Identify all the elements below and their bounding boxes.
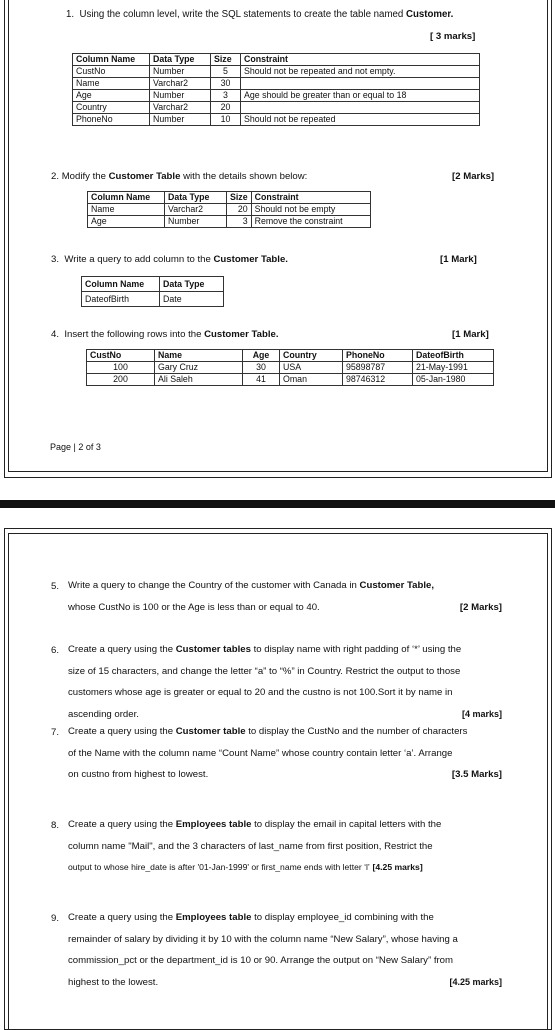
table-cell: Number <box>165 216 227 228</box>
q9-number: 9. <box>51 913 60 924</box>
table-cell: 95898787 <box>343 362 413 374</box>
q1-table <box>72 53 480 126</box>
q8-text <box>68 814 502 879</box>
table-cell: CustNo <box>73 66 150 78</box>
q2-text: Modify the <box>61 171 109 182</box>
q3-marks: [1 Mark] <box>440 254 477 265</box>
table-row <box>73 114 480 126</box>
table-row <box>73 78 480 90</box>
q7-text <box>68 721 502 786</box>
header-cell: Size <box>211 54 241 66</box>
q1-table-name: Customer. <box>405 9 454 20</box>
q6-text-line: to display name with right padding of ‘*’ using the <box>250 644 462 655</box>
q5-text-line: Write a query to change the Country of the customer with Canada in <box>68 580 360 591</box>
table-cell <box>241 102 480 114</box>
table-cell: 10 <box>211 114 241 126</box>
table-cell: 20 <box>227 204 252 216</box>
q4-marks: [1 Mark] <box>452 329 489 340</box>
header-cell: Data Type <box>150 54 211 66</box>
q7-table-name: Customer table <box>175 726 246 737</box>
table-cell: Number <box>150 114 211 126</box>
table-cell: 41 <box>243 374 280 386</box>
table-cell: Gary Cruz <box>155 362 243 374</box>
page-one <box>0 0 555 480</box>
table-cell: Age <box>73 90 150 102</box>
table-cell: Number <box>150 66 211 78</box>
q2-table <box>87 191 371 228</box>
q7-text-line: to display the CustNo and the number of characters <box>245 726 468 737</box>
table-cell: Country <box>73 102 150 114</box>
header-cell: Country <box>280 350 343 362</box>
table-row <box>73 90 480 102</box>
q5-table-name: Customer Table, <box>359 580 434 591</box>
q6-text-line: customers whose age is greater or equal to 20 and the custno is not 100.Sort it by name in <box>68 687 453 698</box>
q6-text-line: ascending order. <box>68 708 139 720</box>
q6-table-name: Customer tables <box>175 644 251 655</box>
q9-text <box>68 907 502 993</box>
table-cell: Varchar2 <box>150 78 211 90</box>
table-cell: 05-Jan-1980 <box>413 374 494 386</box>
header-cell: Age <box>243 350 280 362</box>
q8-text-line: column name "Mail", and the 3 characters of last_name from first position, Restrict the <box>68 840 433 852</box>
header-cell: PhoneNo <box>343 350 413 362</box>
q7-text-line: Create a query using the <box>68 726 176 737</box>
table-cell <box>241 78 480 90</box>
q4-number: 4. <box>51 329 60 340</box>
q4-table-name: Customer Table. <box>204 329 279 340</box>
header-cell: Data Type <box>160 277 224 292</box>
table-cell: Date <box>160 292 224 307</box>
table-row <box>87 374 494 386</box>
table-cell: 30 <box>243 362 280 374</box>
table-cell: 100 <box>87 362 155 374</box>
q3-heading <box>51 254 288 266</box>
header-cell: Size <box>227 192 252 204</box>
header-cell: Constraint <box>241 54 480 66</box>
q9-text-line: remainder of salary by dividing it by 10 with the column name “New Salary”, whose having a <box>68 933 458 945</box>
table-cell: Name <box>88 204 165 216</box>
table-row <box>87 362 494 374</box>
table-cell: DateofBirth <box>82 292 160 307</box>
header-cell: Constraint <box>251 192 370 204</box>
q7-text-line: of the Name with the column name “Count Name” whose country contain letter ‘a’. Arrange <box>68 747 453 759</box>
q5-text-line: whose CustNo is 100 or the Age is less than or equal to 40. <box>68 601 320 613</box>
table-cell: 3 <box>211 90 241 102</box>
table-cell: Oman <box>280 374 343 386</box>
q3-table-name: Customer Table. <box>213 254 288 265</box>
table-cell: Should not be repeated and not empty. <box>241 66 480 78</box>
q9-text-line: commission_pct or the department_id is 10 or 90. Arrange the output on “New Salary” from <box>68 955 454 966</box>
table-cell: Age should be greater than or equal to 18 <box>241 90 480 102</box>
q5-number: 5. <box>51 581 60 592</box>
q4-text: Insert the following rows into the <box>64 329 205 340</box>
q5-marks: [2 Marks] <box>459 601 502 613</box>
q1-marks: [ 3 marks] <box>430 31 476 42</box>
header-cell: CustNo <box>87 350 155 362</box>
table-row <box>73 102 480 114</box>
table-cell: Name <box>73 78 150 90</box>
q9-table-name: Employees table <box>175 912 252 923</box>
header-cell: Column Name <box>73 54 150 66</box>
q2-text-end: with the details shown below: <box>180 171 308 182</box>
q8-number: 8. <box>51 820 60 831</box>
q6-marks: [4 marks] <box>461 708 502 719</box>
table-cell: 21-May-1991 <box>413 362 494 374</box>
page-separator <box>0 500 555 508</box>
q9-text-line: Create a query using the <box>68 912 176 923</box>
table-header-row <box>88 192 371 204</box>
header-cell: DateofBirth <box>413 350 494 362</box>
table-header-row <box>82 277 224 292</box>
q2-marks: [2 Marks] <box>452 171 495 182</box>
q8-marks: [4.25 marks] <box>372 862 423 872</box>
q9-text-line: to display employee_id combining with the <box>251 912 434 923</box>
table-cell: 3 <box>227 216 252 228</box>
table-cell: Varchar2 <box>150 102 211 114</box>
table-header-row <box>73 54 480 66</box>
q4-table <box>86 349 494 386</box>
q1-heading <box>66 9 453 21</box>
q2-number: 2. <box>51 171 60 182</box>
q1-text: Using the column level, write the SQL statements to create the table named <box>79 9 406 20</box>
header-cell: Data Type <box>165 192 227 204</box>
table-cell: Varchar2 <box>165 204 227 216</box>
page-two <box>0 528 555 1024</box>
table-row <box>88 204 371 216</box>
table-cell: Remove the constraint <box>251 216 370 228</box>
q6-text <box>68 639 502 725</box>
header-cell: Name <box>155 350 243 362</box>
table-cell: USA <box>280 362 343 374</box>
q3-text: Write a query to add column to the <box>64 254 214 265</box>
table-cell: 20 <box>211 102 241 114</box>
q6-text-line: Create a query using the <box>68 644 176 655</box>
table-cell: Number <box>150 90 211 102</box>
table-cell: 98746312 <box>343 374 413 386</box>
header-cell: Column Name <box>82 277 160 292</box>
q8-text-line: to display the email in capital letters with the <box>251 819 442 830</box>
header-cell: Column Name <box>88 192 165 204</box>
table-cell: Ali Saleh <box>155 374 243 386</box>
q7-marks: [3.5 Marks] <box>451 769 502 780</box>
q6-number: 6. <box>51 645 60 656</box>
table-cell: PhoneNo <box>73 114 150 126</box>
table-cell: Should not be repeated <box>241 114 480 126</box>
q7-text-line: on custno from highest to lowest. <box>68 769 209 780</box>
table-cell: Should not be empty <box>251 204 370 216</box>
table-cell: Age <box>88 216 165 228</box>
q8-table-name: Employees table <box>175 819 252 830</box>
page-footer: Page | 2 of 3 <box>50 442 101 452</box>
table-cell: 5 <box>211 66 241 78</box>
q7-number: 7. <box>51 727 60 738</box>
table-row <box>73 66 480 78</box>
q2-table-name: Customer Table <box>108 171 181 182</box>
q1-number: 1. <box>66 9 75 20</box>
q3-number: 3. <box>51 254 60 265</box>
q9-text-line: highest to the lowest. <box>68 976 159 988</box>
table-cell: 30 <box>211 78 241 90</box>
q2-heading <box>51 171 307 183</box>
table-cell: 200 <box>87 374 155 386</box>
q6-text-line: size of 15 characters, and change the letter “a” to “%” in Country. Restrict the output to those <box>68 665 461 677</box>
table-row <box>88 216 371 228</box>
table-header-row <box>87 350 494 362</box>
q3-table <box>81 276 224 307</box>
q8-text-line: output to whose hire_date is after '01-Jan-1999' or first_name ends with letter ‘l’ <box>68 862 370 872</box>
q8-text-line: Create a query using the <box>68 819 176 830</box>
q5-text <box>68 575 502 618</box>
q9-marks: [4.25 marks] <box>449 976 502 987</box>
table-row <box>82 292 224 307</box>
q4-heading <box>51 329 279 341</box>
